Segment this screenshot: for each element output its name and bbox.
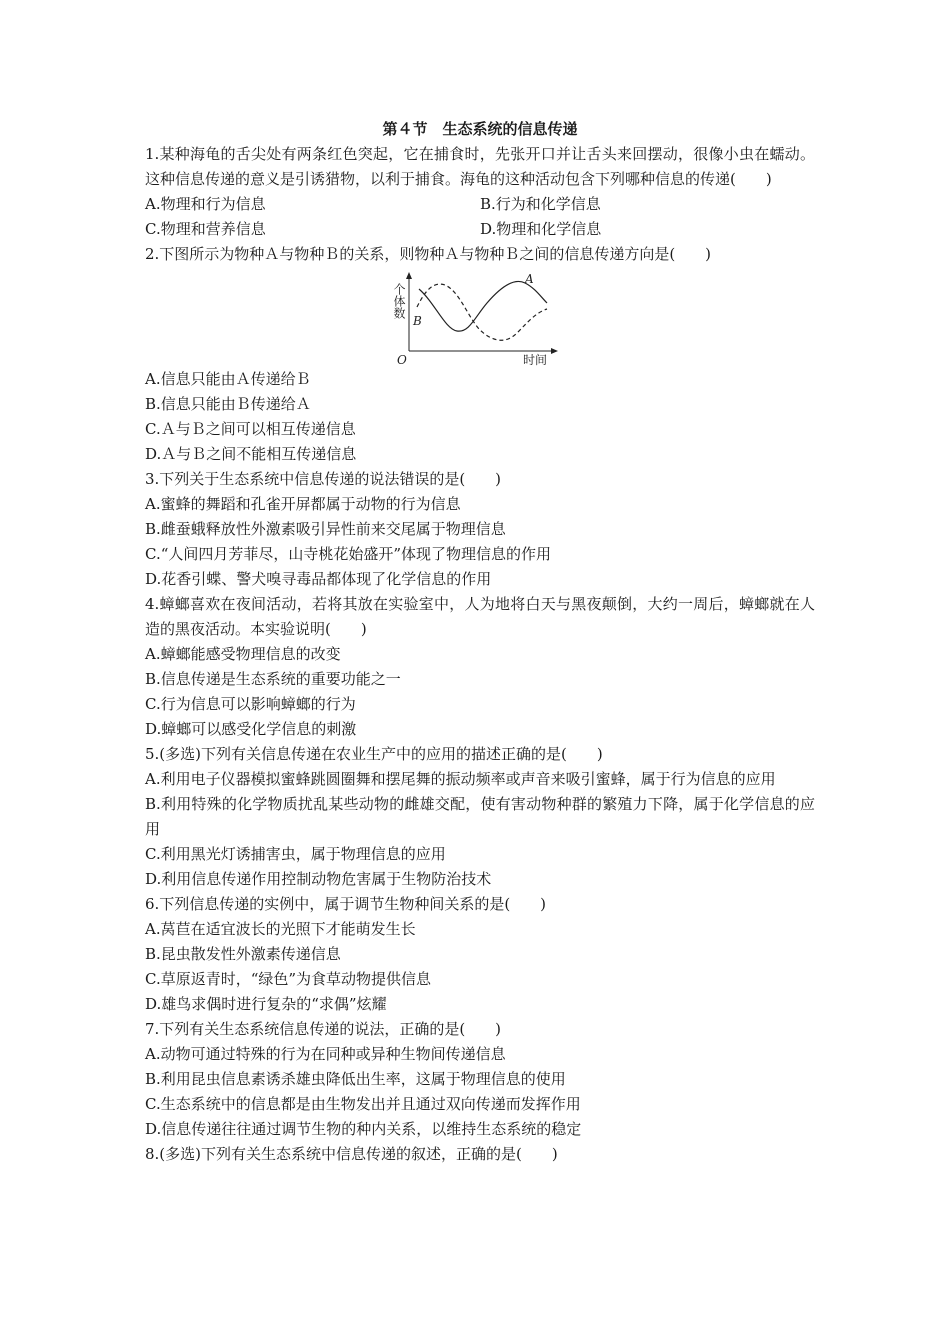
question-2-option-b: B.信息只能由Ｂ传递给Ａ xyxy=(145,395,311,413)
question-7 xyxy=(145,1017,815,1142)
question-3-option-d: D.花香引蝶、警犬嗅寻毒品都体现了化学信息的作用 xyxy=(145,570,492,588)
question-3-option-a: A.蜜蜂的舞蹈和孔雀开屏都属于动物的行为信息 xyxy=(145,495,461,513)
question-1-stem: 1.某种海龟的舌尖处有两条红色突起，它在捕食时，先张开口并让舌头来回摆动，很像小虫在蠕动。这种信息传递的意义是引诱猎物，以利于捕食。海龟的这种活动包含下列哪种信息的传递( ) xyxy=(145,145,815,188)
question-5-option-c: C.利用黑光灯诱捕害虫，属于物理信息的应用 xyxy=(145,845,446,863)
question-7-option-d: D.信息传递往往通过调节生物的种内关系，以维持生态系统的稳定 xyxy=(145,1120,582,1138)
question-6-option-c: C.草原返青时，“绿色”为食草动物提供信息 xyxy=(145,970,432,988)
question-6-option-d: D.雄鸟求偶时进行复杂的“求偶”炫耀 xyxy=(145,995,387,1013)
question-2-option-c: C.Ａ与Ｂ之间可以相互传递信息 xyxy=(145,420,356,438)
question-1 xyxy=(145,142,815,242)
question-2-option-a: A.信息只能由Ａ传递给Ｂ xyxy=(145,370,311,388)
curve-b xyxy=(417,284,547,340)
worksheet-page xyxy=(145,117,815,1167)
question-3-stem: 3.下列关于生态系统中信息传递的说法错误的是( ) xyxy=(145,470,502,488)
question-4-option-b: B.信息传递是生态系统的重要功能之一 xyxy=(145,670,401,688)
question-5 xyxy=(145,742,815,892)
question-4-option-d: D.蟑螂可以感受化学信息的刺激 xyxy=(145,720,357,738)
curve-a xyxy=(419,281,547,331)
question-5-option-b: B.利用特殊的化学物质扰乱某些动物的雌雄交配，使有害动物种群的繁殖力下降，属于化学信息的应用 xyxy=(145,795,815,838)
question-1-option-a: A.物理和行为信息 xyxy=(145,195,266,213)
question-6-option-a: A.莴苣在适宜波长的光照下才能萌发生长 xyxy=(145,920,416,938)
question-1-option-d: D.物理和化学信息 xyxy=(480,220,602,238)
question-3-option-c: C.“人间四月芳菲尽，山寺桃花始盛开”体现了物理信息的作用 xyxy=(145,545,552,563)
question-1-option-b: B.行为和化学信息 xyxy=(480,195,601,213)
population-graph xyxy=(145,267,815,367)
question-7-option-a: A.动物可通过特殊的行为在同种或异种生物间传递信息 xyxy=(145,1045,506,1063)
question-8-stem: 8.(多选)下列有关生态系统中信息传递的叙述，正确的是( ) xyxy=(145,1145,558,1163)
x-axis-label: 时间 xyxy=(523,353,548,367)
question-4-option-c: C.行为信息可以影响蟑螂的行为 xyxy=(145,695,356,713)
curve-b-label: B xyxy=(413,314,422,328)
question-6-option-b: B.昆虫散发性外激素传递信息 xyxy=(145,945,341,963)
population-graph-svg xyxy=(392,269,565,367)
question-4-stem: 4.蟑螂喜欢在夜间活动，若将其放在实验室中，人为地将白天与黑夜颠倒，大约一周后，蟑螂就在人造的黑夜活动。本实验说明( ) xyxy=(145,595,815,638)
question-7-stem: 7.下列有关生态系统信息传递的说法，正确的是( ) xyxy=(145,1020,502,1038)
question-8 xyxy=(145,1142,815,1167)
y-axis-label: 个体数 xyxy=(392,283,406,319)
curve-a-label: A xyxy=(525,272,534,286)
question-5-option-a: A.利用电子仪器模拟蜜蜂跳圆圈舞和摆尾舞的振动频率或声音来吸引蜜蜂，属于行为信息的应用 xyxy=(145,770,776,788)
origin-label: O xyxy=(397,353,407,367)
question-5-option-d: D.利用信息传递作用控制动物危害属于生物防治技术 xyxy=(145,870,492,888)
question-3-option-b: B.雌蚕蛾释放性外激素吸引异性前来交尾属于物理信息 xyxy=(145,520,506,538)
question-1-option-c: C.物理和营养信息 xyxy=(145,220,266,238)
question-4 xyxy=(145,592,815,742)
question-7-option-c: C.生态系统中的信息都是由生物发出并且通过双向传递而发挥作用 xyxy=(145,1095,581,1113)
question-4-option-a: A.蟑螂能感受物理信息的改变 xyxy=(145,645,341,663)
x-axis-arrow-icon xyxy=(551,348,558,354)
question-6 xyxy=(145,892,815,1017)
section-title: 第４节 生态系统的信息传递 xyxy=(382,120,578,138)
question-2-option-d: D.Ａ与Ｂ之间不能相互传递信息 xyxy=(145,445,357,463)
question-7-option-b: B.利用昆虫信息素诱杀雄虫降低出生率，这属于物理信息的使用 xyxy=(145,1070,566,1088)
question-2-stem: 2.下图所示为物种Ａ与物种Ｂ的关系，则物种Ａ与物种Ｂ之间的信息传递方向是( ) xyxy=(145,245,712,263)
question-2 xyxy=(145,242,815,467)
question-5-stem: 5.(多选)下列有关信息传递在农业生产中的应用的描述正确的是( ) xyxy=(145,745,603,763)
question-6-stem: 6.下列信息传递的实例中，属于调节生物种间关系的是( ) xyxy=(145,895,547,913)
question-3 xyxy=(145,467,815,592)
y-axis-arrow-icon xyxy=(406,272,412,279)
